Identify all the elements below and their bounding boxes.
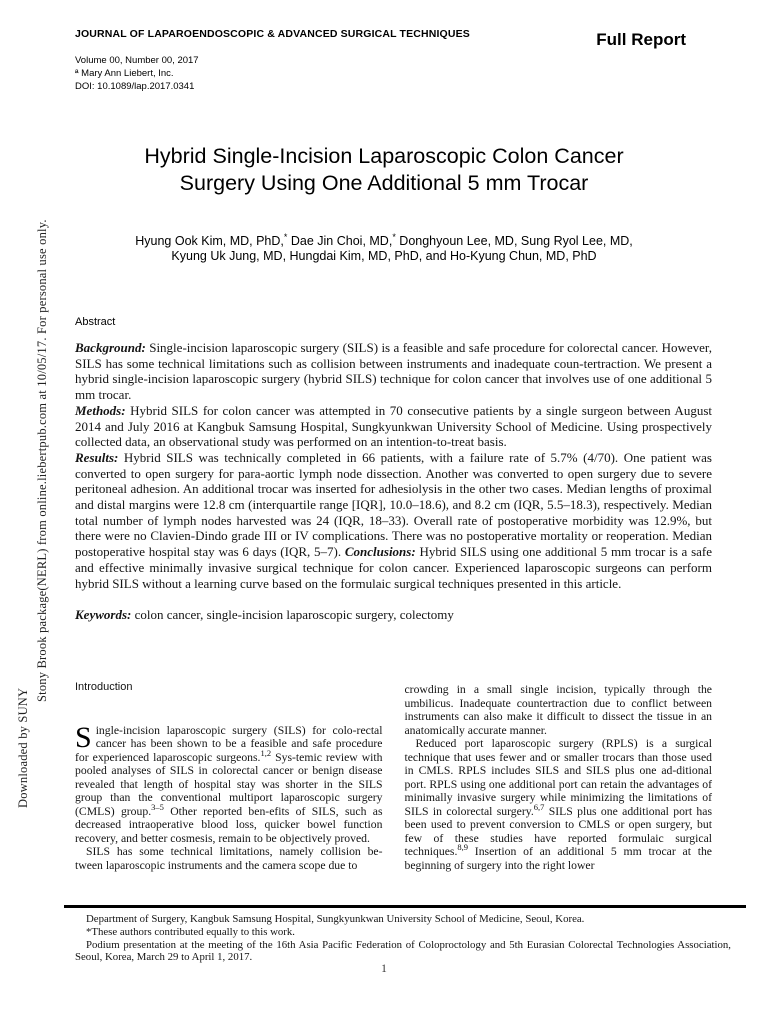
right-column bbox=[405, 679, 713, 872]
presentation-note: Podium presentation at the meeting of the 16th Asia Pacific Federation of Coloproctology and 5th Eurasian Colorectal Technologies Association, Seoul, Korea, March 29 to April 1, 2017. bbox=[75, 938, 731, 964]
methods-label: Methods: bbox=[75, 402, 126, 418]
intro-text: Other reported ben-efits of SILS, such as decreased intraoperative blood loss, quicker bowel function recovery, and better cosmesis, remain to be objectively proved. bbox=[75, 804, 383, 845]
methods-text: Hybrid SILS for colon cancer was attempted in 70 consecutive patients by a single surgeon between August 2014 and July 2016 at Kangbuk Samsung Hospital, Sungkyunkwan University School of Medicine. Using prospectively collected data, an observational study was performed on an intention-to-treat basis. bbox=[75, 402, 712, 450]
introduction-section bbox=[75, 679, 712, 872]
drop-cap: S bbox=[75, 720, 92, 754]
article-title bbox=[0, 143, 768, 197]
author-asterisk: * bbox=[392, 231, 396, 242]
left-column bbox=[75, 679, 383, 872]
intro-text: Insertion of an additional 5 mm trocar at the beginning of surgery into the right lower bbox=[404, 845, 712, 872]
keywords-text: colon cancer, single-incision laparoscopic surgery, colectomy bbox=[131, 607, 454, 623]
conclusions-text: Hybrid SILS using one additional 5 mm trocar is a safe and effective minimally invasive surgical technique for colon cancer. Experienced laparoscopic surgeons can perform hybrid SILS without a learning curve based on the formulaic surgical techniques presented in this article. bbox=[75, 544, 713, 591]
abstract-body bbox=[75, 340, 712, 623]
authors-line-1 bbox=[0, 231, 768, 249]
background-text: Single-incision laparoscopic surgery (SILS) is a feasible and safe procedure for colorectal cancer. However, SILS has some technical limitations such as collision between instruments and inadequate coun-tertraction. We present a hybrid single-incision laparoscopic surgery (hybrid SILS) technique for colon cancer that involves use of one additional 5 mm trocar. bbox=[75, 340, 712, 403]
reference-superscript: 3–5 bbox=[151, 801, 164, 812]
author-segment: Donghyoun Lee, MD, Sung Ryol Lee, MD, bbox=[395, 234, 633, 248]
reference-superscript: 1,2 bbox=[260, 747, 272, 758]
introduction-heading: Introduction bbox=[75, 681, 133, 693]
results-label: Results: bbox=[75, 449, 119, 465]
abstract-background-paragraph bbox=[75, 340, 712, 403]
abstract-results-paragraph bbox=[75, 450, 712, 591]
journal-name: JOURNAL OF LAPAROENDOSCOPIC & ADVANCED SURGICAL TECHNIQUES bbox=[75, 28, 470, 40]
intro-paragraph-2: SILS has some technical limitations, namely collision be-tween laparoscopic instruments and the camera scope due to bbox=[75, 845, 383, 872]
reference-superscript: 8,9 bbox=[457, 842, 469, 853]
right-paragraph-1: crowding in a small single incision, typically through the umbilicus. Inadequate countertraction due to conflict between instruments can also make it difficult to dissect the tissue in an anatomically accurate manner. bbox=[404, 683, 712, 737]
affiliation-note: Department of Surgery, Kangbuk Samsung Hospital, Sungkyunkwan University School of Medicine, Seoul, Korea. bbox=[86, 913, 585, 925]
author-segment: Hyung Ook Kim, MD, PhD, bbox=[135, 234, 284, 248]
conclusions-label: Conclusions: bbox=[344, 544, 416, 560]
equal-contribution-note: *These authors contributed equally to this work. bbox=[86, 925, 295, 938]
intro-text: ingle-incision laparoscopic surgery (SILS) for colo-rectal cancer has been shown to be a feasible and safe procedure for experienced laparoscopic surgeons. bbox=[75, 723, 383, 764]
abstract-heading: Abstract bbox=[75, 316, 116, 328]
title-line-1: Hybrid Single-Incision Laparoscopic Colon Cancer bbox=[144, 144, 624, 168]
page-number: 1 bbox=[381, 963, 387, 975]
keywords-line bbox=[75, 607, 712, 623]
results-text: Hybrid SILS was technically completed in 66 patients, with a failure rate of 5.7% (4/70). One patient was converted to open surgery for para-aortic lymph node dissection. Another was converted to open surgery due to severe peritoneal adhesion. An additional trocar was inserted for adhesiolysis in the other two cases. Median lengths of proximal and distal margins were 12.8 cm (interquartile range [IQR], 10.0–18.6), and 8.2 cm (IQR, 5.5–18.3), respectively. Median total number of lymph nodes harvested was 24 (IQR, 18–33). Overall rate of postoperative morbidity was 12.9%, but there were no Clavien-Dindo grade III or IV complications. There was no postoperative mortality or reoperation. Median postoperative hospital stay was 6 days (IQR, 5–7). bbox=[75, 449, 712, 560]
download-watermark-line1: Downloaded by SUNY bbox=[16, 687, 30, 808]
author-segment: Dae Jin Choi, MD, bbox=[287, 234, 393, 248]
intro-text: SILS plus one additional port has been used to prevent conversion to CMLS or open surgery, but few of these studies have reported formulaic surgical techniques. bbox=[404, 804, 712, 858]
download-watermark-line2: Stony Brook package(NERL) from online.liebertpub.com at 10/05/17. For personal use only. bbox=[35, 219, 49, 702]
footnote-rule bbox=[64, 905, 746, 908]
intro-text: Reduced port laparoscopic surgery (RPLS) is a surgical technique that uses fewer and or smaller trocars than those used in CMLS. RPLS includes SILS and SILS plus one ad-ditional port. RPLS using one additional port can retain the advantages of minimally invasive surgery while minimizing the limitations of SILS in colorectal surgery. bbox=[404, 737, 712, 818]
publication-info bbox=[75, 54, 199, 93]
background-label: Background: bbox=[75, 340, 146, 355]
publisher-line: ª Mary Ann Liebert, Inc. bbox=[75, 68, 174, 79]
intro-text: Sys-temic review with pooled analyses of SILS in colorectal cancer or benign disease revealed that length of hospital stay was shorter in the SILS group than the conventional multiport laparoscopic surgery (CMLS) group. bbox=[75, 750, 383, 818]
volume-line: Volume 00, Number 00, 2017 bbox=[75, 55, 199, 66]
right-paragraph-2 bbox=[405, 737, 713, 872]
keywords-label: Keywords: bbox=[75, 607, 132, 623]
doi-line: DOI: 10.1089/lap.2017.0341 bbox=[75, 81, 195, 92]
title-line-2: Surgery Using One Additional 5 mm Trocar bbox=[179, 171, 589, 195]
abstract-methods-paragraph bbox=[75, 403, 712, 450]
author-asterisk: * bbox=[283, 231, 288, 242]
intro-paragraph-1 bbox=[75, 720, 383, 846]
footnotes bbox=[75, 913, 731, 964]
authors-line-2: Kyung Uk Jung, MD, Hungdai Kim, MD, PhD, and Ho-Kyung Chun, MD, PhD bbox=[171, 249, 597, 263]
report-type-label: Full Report bbox=[596, 30, 686, 49]
author-list bbox=[0, 231, 768, 264]
reference-superscript: 6,7 bbox=[533, 801, 545, 812]
